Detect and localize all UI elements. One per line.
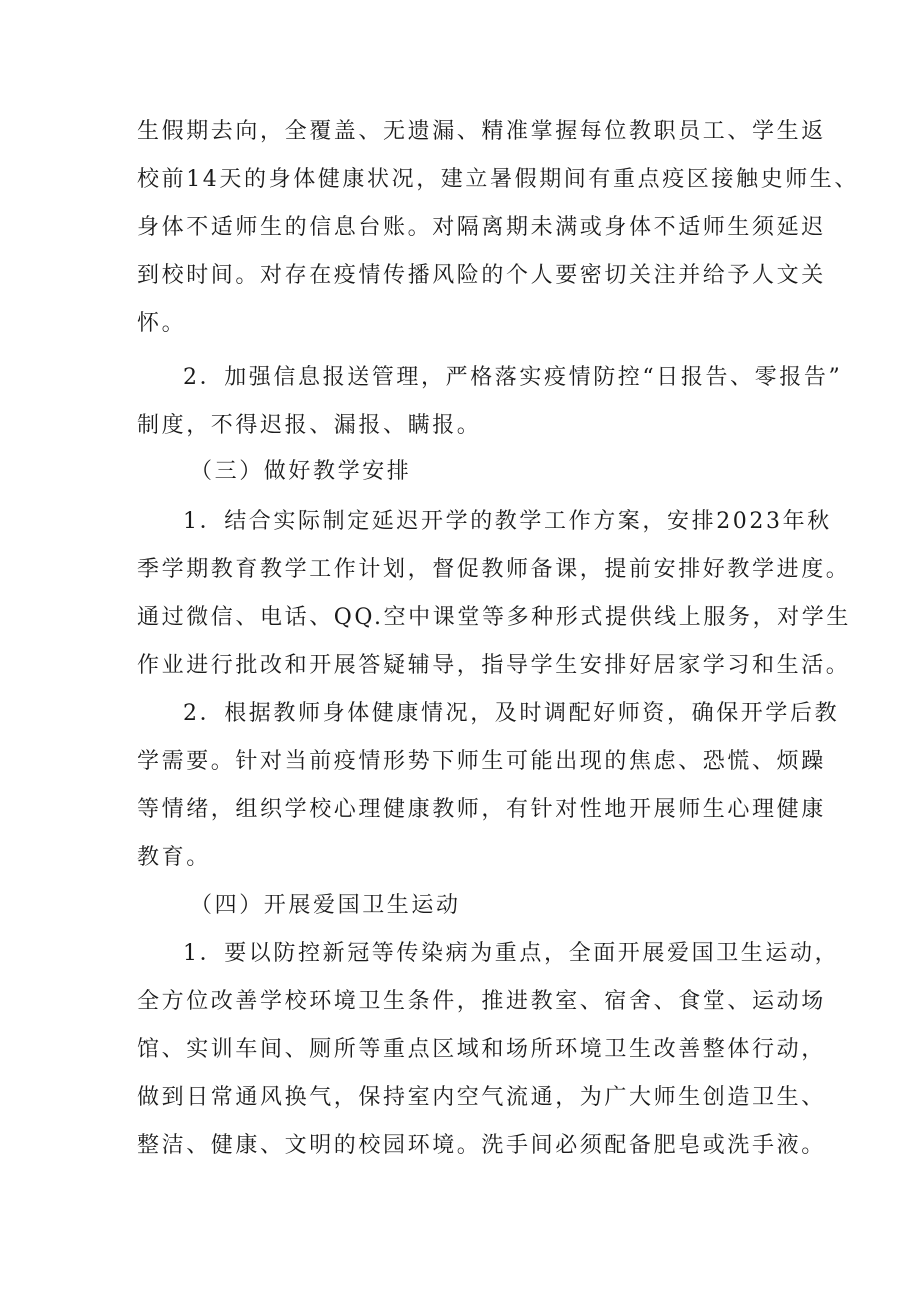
paragraph-line: 1．要以防控新冠等传染病为重点，全面开展爱国卫生运动， [183,941,840,966]
paragraph-line: 馆、实训车间、厕所等重点区域和场所环境卫生改善整体行动， [137,1037,826,1062]
section-heading: （三）做好教学安排 [190,459,412,484]
paragraph-line: 做到日常通风换气，保持室内空气流通，为广大师生创造卫生、 [137,1085,826,1110]
paragraph-line: 校前14天的身体健康状况，建立暑假期间有重点疫区接触史师生、 [137,167,859,192]
paragraph-line: 整洁、健康、文明的校园环境。洗手间必须配备肥皂或洗手液。 [137,1133,826,1158]
section-heading: （四）开展爱国卫生运动 [190,893,461,918]
paragraph-line: 身体不适师生的信息台账。对隔离期未满或身体不适师生须延迟 [137,215,826,240]
paragraph-line: 怀。 [137,311,187,336]
paragraph-line: 1．结合实际制定延迟开学的教学工作方案，安排2023年秋 [183,509,832,534]
paragraph-line: 2．加强信息报送管理，严格落实疫情防控“日报告、零报告” [183,365,843,390]
paragraph-line: 季学期教育教学工作计划，督促教师备课，提前安排好教学进度。 [137,557,851,582]
paragraph-line: 2．根据教师身体健康情况，及时调配好师资，确保开学后教 [183,701,840,726]
paragraph-line: 教育。 [137,845,211,870]
paragraph-line: 到校时间。对存在疫情传播风险的个人要密切关注并给予人文关 [137,263,826,288]
paragraph-line: 生假期去向，全覆盖、无遗漏、精准掌握每位教职员工、学生返 [137,119,826,144]
paragraph-line: 制度，不得迟报、漏报、瞒报。 [137,413,482,438]
paragraph-line: 学需要。针对当前疫情形势下师生可能出现的焦虑、恐慌、烦躁 [137,749,826,774]
paragraph-line: 作业进行批改和开展答疑辅导，指导学生安排好居家学习和生活。 [137,653,851,678]
paragraph-line: 全方位改善学校环境卫生条件，推进教室、宿舍、食堂、运动场 [137,989,826,1014]
paragraph-line: 通过微信、电话、QQ.空中课堂等多种形式提供线上服务，对学生 [137,605,851,630]
paragraph-line: 等情绪，组织学校心理健康教师，有针对性地开展师生心理健康 [137,797,826,822]
